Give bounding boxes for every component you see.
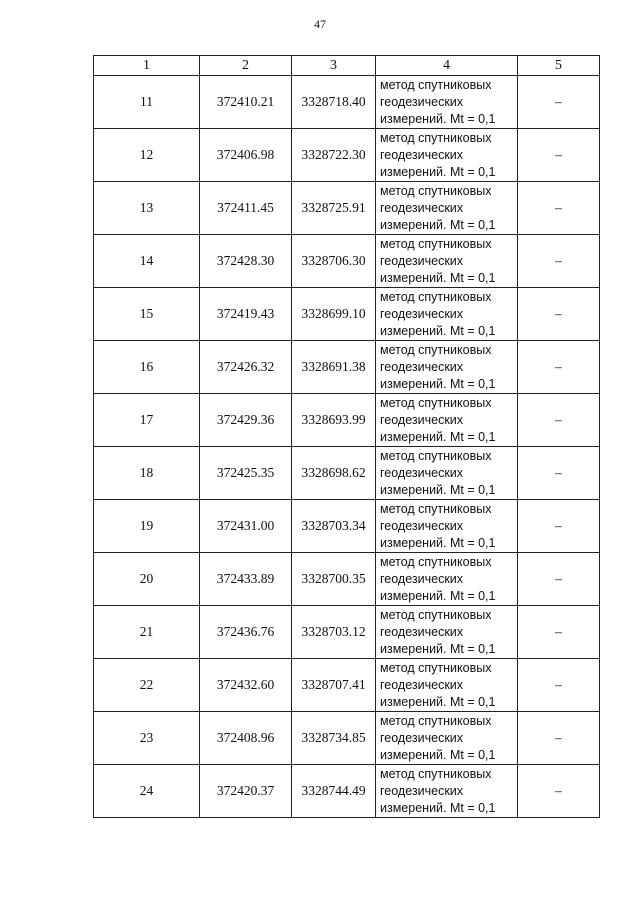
method-line: геодезических xyxy=(380,306,464,321)
note-cell: – xyxy=(518,553,600,606)
method-line: метод спутниковых xyxy=(380,766,492,781)
method-cell xyxy=(376,500,518,553)
coordinates-table xyxy=(93,55,600,818)
x-coordinate-cell: 372420.37 xyxy=(200,765,292,818)
table-row xyxy=(94,712,600,765)
table-row xyxy=(94,447,600,500)
table-header-row xyxy=(94,56,600,76)
y-coordinate-cell: 3328718.40 xyxy=(292,76,376,129)
note-cell: – xyxy=(518,394,600,447)
method-line: измерений. Mt = 0,1 xyxy=(380,217,496,232)
note-cell: – xyxy=(518,659,600,712)
x-coordinate-cell: 372419.43 xyxy=(200,288,292,341)
point-number-cell: 22 xyxy=(94,659,200,712)
method-cell xyxy=(376,182,518,235)
method-line: измерений. Mt = 0,1 xyxy=(380,429,496,444)
table-row xyxy=(94,182,600,235)
point-number-cell: 21 xyxy=(94,606,200,659)
note-cell: – xyxy=(518,765,600,818)
point-number-cell: 14 xyxy=(94,235,200,288)
method-cell xyxy=(376,765,518,818)
x-coordinate-cell: 372406.98 xyxy=(200,129,292,182)
table-row xyxy=(94,606,600,659)
point-number-cell: 18 xyxy=(94,447,200,500)
note-cell: – xyxy=(518,447,600,500)
method-line: метод спутниковых xyxy=(380,660,492,675)
method-line: геодезических xyxy=(380,677,464,692)
column-header: 3 xyxy=(292,56,376,76)
x-coordinate-cell: 372432.60 xyxy=(200,659,292,712)
table-row xyxy=(94,394,600,447)
method-cell xyxy=(376,553,518,606)
method-line: измерений. Mt = 0,1 xyxy=(380,376,496,391)
x-coordinate-cell: 372410.21 xyxy=(200,76,292,129)
column-header: 4 xyxy=(376,56,518,76)
note-cell: – xyxy=(518,235,600,288)
table-row xyxy=(94,659,600,712)
method-line: метод спутниковых xyxy=(380,501,492,516)
method-line: геодезических xyxy=(380,518,464,533)
method-line: метод спутниковых xyxy=(380,77,492,92)
x-coordinate-cell: 372433.89 xyxy=(200,553,292,606)
method-line: измерений. Mt = 0,1 xyxy=(380,482,496,497)
method-cell xyxy=(376,235,518,288)
note-cell: – xyxy=(518,129,600,182)
x-coordinate-cell: 372429.36 xyxy=(200,394,292,447)
method-line: метод спутниковых xyxy=(380,342,492,357)
table-row xyxy=(94,129,600,182)
table-row xyxy=(94,765,600,818)
table-row xyxy=(94,500,600,553)
method-line: геодезических xyxy=(380,783,464,798)
table-row xyxy=(94,288,600,341)
method-cell xyxy=(376,712,518,765)
point-number-cell: 12 xyxy=(94,129,200,182)
method-cell xyxy=(376,659,518,712)
method-cell xyxy=(376,76,518,129)
method-line: измерений. Mt = 0,1 xyxy=(380,323,496,338)
table-row xyxy=(94,553,600,606)
x-coordinate-cell: 372408.96 xyxy=(200,712,292,765)
method-line: геодезических xyxy=(380,465,464,480)
method-cell xyxy=(376,606,518,659)
y-coordinate-cell: 3328698.62 xyxy=(292,447,376,500)
y-coordinate-cell: 3328693.99 xyxy=(292,394,376,447)
note-cell: – xyxy=(518,182,600,235)
method-line: геодезических xyxy=(380,571,464,586)
method-cell xyxy=(376,129,518,182)
x-coordinate-cell: 372411.45 xyxy=(200,182,292,235)
method-cell xyxy=(376,288,518,341)
method-line: геодезических xyxy=(380,200,464,215)
table-row xyxy=(94,76,600,129)
method-line: геодезических xyxy=(380,624,464,639)
note-cell: – xyxy=(518,606,600,659)
method-line: измерений. Mt = 0,1 xyxy=(380,747,496,762)
point-number-cell: 17 xyxy=(94,394,200,447)
y-coordinate-cell: 3328703.34 xyxy=(292,500,376,553)
page-number: 47 xyxy=(314,17,326,31)
method-line: измерений. Mt = 0,1 xyxy=(380,164,496,179)
table-body xyxy=(94,76,600,818)
method-line: геодезических xyxy=(380,94,464,109)
method-line: метод спутниковых xyxy=(380,130,492,145)
x-coordinate-cell: 372428.30 xyxy=(200,235,292,288)
method-line: измерений. Mt = 0,1 xyxy=(380,111,496,126)
method-line: измерений. Mt = 0,1 xyxy=(380,535,496,550)
column-header: 1 xyxy=(94,56,200,76)
y-coordinate-cell: 3328725.91 xyxy=(292,182,376,235)
x-coordinate-cell: 372436.76 xyxy=(200,606,292,659)
point-number-cell: 24 xyxy=(94,765,200,818)
point-number-cell: 16 xyxy=(94,341,200,394)
method-line: измерений. Mt = 0,1 xyxy=(380,694,496,709)
method-line: измерений. Mt = 0,1 xyxy=(380,800,496,815)
point-number-cell: 19 xyxy=(94,500,200,553)
method-line: измерений. Mt = 0,1 xyxy=(380,588,496,603)
method-line: геодезических xyxy=(380,253,464,268)
y-coordinate-cell: 3328744.49 xyxy=(292,765,376,818)
method-line: метод спутниковых xyxy=(380,183,492,198)
x-coordinate-cell: 372431.00 xyxy=(200,500,292,553)
method-line: метод спутниковых xyxy=(380,554,492,569)
note-cell: – xyxy=(518,341,600,394)
y-coordinate-cell: 3328722.30 xyxy=(292,129,376,182)
point-number-cell: 20 xyxy=(94,553,200,606)
method-cell xyxy=(376,394,518,447)
y-coordinate-cell: 3328700.35 xyxy=(292,553,376,606)
y-coordinate-cell: 3328691.38 xyxy=(292,341,376,394)
note-cell: – xyxy=(518,288,600,341)
note-cell: – xyxy=(518,712,600,765)
method-line: геодезических xyxy=(380,147,464,162)
point-number-cell: 23 xyxy=(94,712,200,765)
method-cell xyxy=(376,447,518,500)
method-line: метод спутниковых xyxy=(380,448,492,463)
method-line: геодезических xyxy=(380,730,464,745)
method-line: метод спутниковых xyxy=(380,236,492,251)
method-line: геодезических xyxy=(380,412,464,427)
y-coordinate-cell: 3328734.85 xyxy=(292,712,376,765)
table-row xyxy=(94,235,600,288)
y-coordinate-cell: 3328707.41 xyxy=(292,659,376,712)
point-number-cell: 11 xyxy=(94,76,200,129)
note-cell: – xyxy=(518,500,600,553)
column-header: 2 xyxy=(200,56,292,76)
method-line: измерений. Mt = 0,1 xyxy=(380,270,496,285)
method-cell xyxy=(376,341,518,394)
x-coordinate-cell: 372425.35 xyxy=(200,447,292,500)
method-line: геодезических xyxy=(380,359,464,374)
method-line: измерений. Mt = 0,1 xyxy=(380,641,496,656)
y-coordinate-cell: 3328706.30 xyxy=(292,235,376,288)
method-line: метод спутниковых xyxy=(380,607,492,622)
y-coordinate-cell: 3328703.12 xyxy=(292,606,376,659)
method-line: метод спутниковых xyxy=(380,713,492,728)
y-coordinate-cell: 3328699.10 xyxy=(292,288,376,341)
x-coordinate-cell: 372426.32 xyxy=(200,341,292,394)
column-header: 5 xyxy=(518,56,600,76)
method-line: метод спутниковых xyxy=(380,289,492,304)
table-row xyxy=(94,341,600,394)
method-line: метод спутниковых xyxy=(380,395,492,410)
note-cell: – xyxy=(518,76,600,129)
point-number-cell: 13 xyxy=(94,182,200,235)
point-number-cell: 15 xyxy=(94,288,200,341)
